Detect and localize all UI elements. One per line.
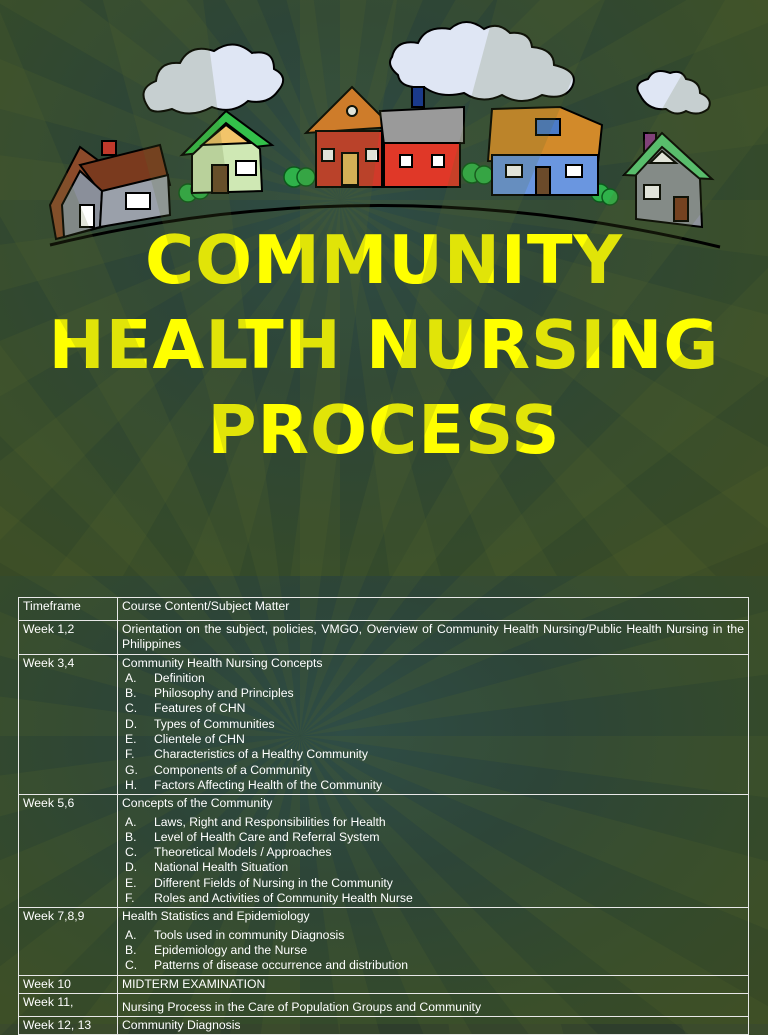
course-outline-slide xyxy=(0,576,768,1033)
table-row xyxy=(19,993,749,1016)
topic-cell: Orientation on the subject, policies, VMGO, Overview of Community Health Nursing/Public Health Nursing in the Philippines xyxy=(118,621,749,655)
table-header-row xyxy=(19,598,749,621)
topic-list xyxy=(122,815,744,907)
topic-title: Health Statistics and Epidemiology xyxy=(122,909,310,924)
list-item: B. Level of Health Care and Referral System xyxy=(125,829,380,844)
title-line: HEALTH NURSING xyxy=(48,306,720,384)
list-item: C. Patterns of disease occurrence and distribution xyxy=(125,958,409,973)
list-item: B. Philosophy and Principles xyxy=(125,686,294,701)
topic-cell: MIDTERM EXAMINATION xyxy=(118,975,749,993)
list-item: F. Characteristics of a Healthy Community xyxy=(125,747,369,762)
timeframe-cell: Week 12, 13 xyxy=(19,1017,118,1035)
topic-title: Community Health Nursing Concepts xyxy=(122,655,323,670)
table-row xyxy=(19,654,749,795)
timeframe-cell: Week 5,6 xyxy=(19,795,118,908)
list-item: C. Features of CHN xyxy=(125,701,246,716)
list-item: D. Types of Communities xyxy=(125,716,275,731)
title-line: COMMUNITY xyxy=(144,221,624,299)
list-item: C. Theoretical Models / Approaches xyxy=(125,845,332,860)
list-item: E. Clientele of CHN xyxy=(125,732,245,747)
table-row xyxy=(19,908,749,975)
list-item: H. Factors Affecting Health of the Community xyxy=(125,777,383,792)
timeframe-cell: Week 10 xyxy=(19,975,118,993)
list-item: G. Components of a Community xyxy=(125,762,312,777)
table-row xyxy=(19,975,749,993)
list-item: D. National Health Situation xyxy=(125,860,289,875)
course-table xyxy=(18,597,749,1035)
header-timeframe: Timeframe xyxy=(19,598,118,621)
topic-cell: Community Diagnosis xyxy=(118,1017,749,1035)
list-item: B. Epidemiology and the Nurse xyxy=(125,942,308,957)
topic-list xyxy=(122,671,744,793)
topic-cell xyxy=(118,795,749,908)
topic-title: Concepts of the Community xyxy=(122,796,273,811)
timeframe-cell: Week 1,2 xyxy=(19,621,118,655)
topic-cell xyxy=(118,908,749,975)
list-item: F. Roles and Activities of Community Health Nurse xyxy=(125,891,413,906)
timeframe-cell: Week 3,4 xyxy=(19,654,118,795)
list-item: E. Different Fields of Nursing in the Community xyxy=(125,875,393,890)
list-item: A. Tools used in community Diagnosis xyxy=(125,927,345,942)
header-content: Course Content/Subject Matter xyxy=(118,598,749,621)
topic-cell xyxy=(118,654,749,795)
list-item: A. Laws, Right and Responsibilities for Health xyxy=(125,814,386,829)
topic-list xyxy=(122,928,744,974)
table-row xyxy=(19,621,749,655)
list-item: A. Definition xyxy=(125,670,205,685)
topic-cell: Nursing Process in the Care of Population Groups and Community xyxy=(118,993,749,1016)
timeframe-cell: Week 7,8,9 xyxy=(19,908,118,975)
table-row xyxy=(19,795,749,908)
timeframe-cell: Week 11, xyxy=(19,993,118,1016)
title-line: PROCESS xyxy=(207,391,561,469)
table-row xyxy=(19,1017,749,1035)
